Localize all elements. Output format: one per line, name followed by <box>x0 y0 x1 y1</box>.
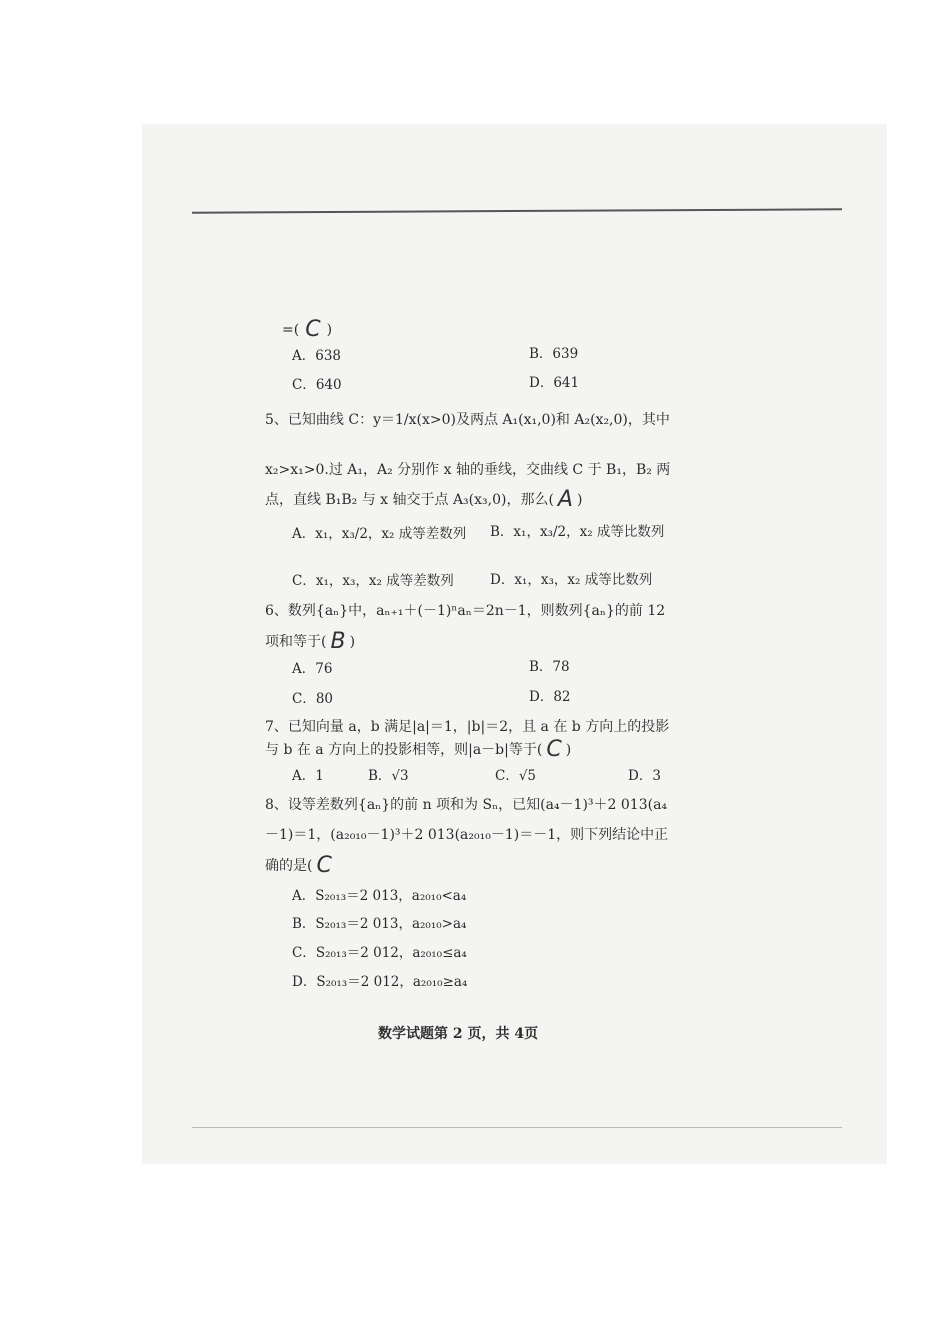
q5-handwritten-answer: A <box>557 487 573 512</box>
q6-option-b: B．78 <box>529 659 570 675</box>
q5-option-a: A．x₁，x₃/2，x₂ 成等差数列 <box>292 526 467 542</box>
q5-line3 <box>265 488 582 510</box>
q7-handwritten-answer: C <box>546 737 562 762</box>
q7-line2 <box>265 738 571 760</box>
q4-option-d: D．641 <box>529 375 580 391</box>
q4-option-a: A．638 <box>292 348 342 364</box>
q8-option-c: C．S₂₀₁₃＝2 012，a₂₀₁₀≤a₄ <box>292 945 467 961</box>
q6-handwritten-answer: B <box>330 629 346 654</box>
q8-line3 <box>265 854 336 876</box>
q4-bracket-open: =( <box>282 322 300 338</box>
q7-line1: 7、已知向量 a，b 满足|a|＝1，|b|＝2，且 a 在 b 方向上的投影 <box>265 719 670 735</box>
q8-option-d: D．S₂₀₁₃＝2 012，a₂₀₁₀≥a₄ <box>292 974 468 990</box>
q5-line2: x₂>x₁>0.过 A₁，A₂ 分别作 x 轴的垂线，交曲线 C 于 B₁，B₂ 两 <box>265 462 671 478</box>
q6-line2 <box>265 630 355 652</box>
q5-option-d: D．x₁，x₃，x₂ 成等比数列 <box>490 572 653 588</box>
q4-tail <box>282 318 332 340</box>
q5-option-b: B．x₁，x₃/2，x₂ 成等比数列 <box>490 524 665 540</box>
q7-line2-text: 与 b 在 a 方向上的投影相等，则|a－b|等于( <box>265 742 543 758</box>
q4-bracket-close: ) <box>326 322 333 338</box>
q7-option-c: C．√5 <box>495 768 537 784</box>
footer-rule <box>192 1127 842 1128</box>
q8-handwritten-answer: C <box>316 853 332 878</box>
q6-line2-text: 项和等于( <box>265 634 327 650</box>
q6-option-d: D．82 <box>529 689 571 705</box>
q6-option-c: C．80 <box>292 691 334 707</box>
q6-option-a: A．76 <box>292 661 333 677</box>
q5-line3-text: 点，直线 B₁B₂ 与 x 轴交于点 A₃(x₃,0)，那么( <box>265 492 554 508</box>
scanned-page <box>142 124 887 1164</box>
q7-bracket-close: ) <box>565 742 572 758</box>
q6-bracket-close: ) <box>349 634 356 650</box>
q7-option-d: D．3 <box>628 768 661 784</box>
q8-line1: 8、设等差数列{aₙ}的前 n 项和为 Sₙ，已知(a₄－1)³＋2 013(a₄ <box>265 797 668 813</box>
q4-option-c: C．640 <box>292 377 342 393</box>
q5-line1: 5、已知曲线 C：y＝1/x(x>0)及两点 A₁(x₁,0)和 A₂(x₂,0)，其中 <box>265 412 670 428</box>
q7-option-b: B．√3 <box>368 768 409 784</box>
q4-handwritten-answer: C <box>305 317 321 342</box>
page-footer: 数学试题第 2 页，共 4页 <box>378 1026 539 1042</box>
q5-option-c: C．x₁，x₃，x₂ 成等差数列 <box>292 573 454 589</box>
q8-option-a: A．S₂₀₁₃＝2 013，a₂₀₁₀<a₄ <box>292 888 467 904</box>
q8-option-b: B．S₂₀₁₃＝2 013，a₂₀₁₀>a₄ <box>292 916 467 932</box>
q5-bracket-close: ) <box>576 492 583 508</box>
q8-line3-text: 确的是( <box>265 858 313 874</box>
q7-option-a: A．1 <box>292 768 324 784</box>
q6-line1: 6、数列{aₙ}中，aₙ₊₁＋(－1)ⁿaₙ＝2n－1，则数列{aₙ}的前 12 <box>265 603 666 619</box>
q4-option-b: B．639 <box>529 346 579 362</box>
q8-line2: －1)＝1，(a₂₀₁₀－1)³＋2 013(a₂₀₁₀－1)＝－1，则下列结论中正 <box>265 827 669 843</box>
